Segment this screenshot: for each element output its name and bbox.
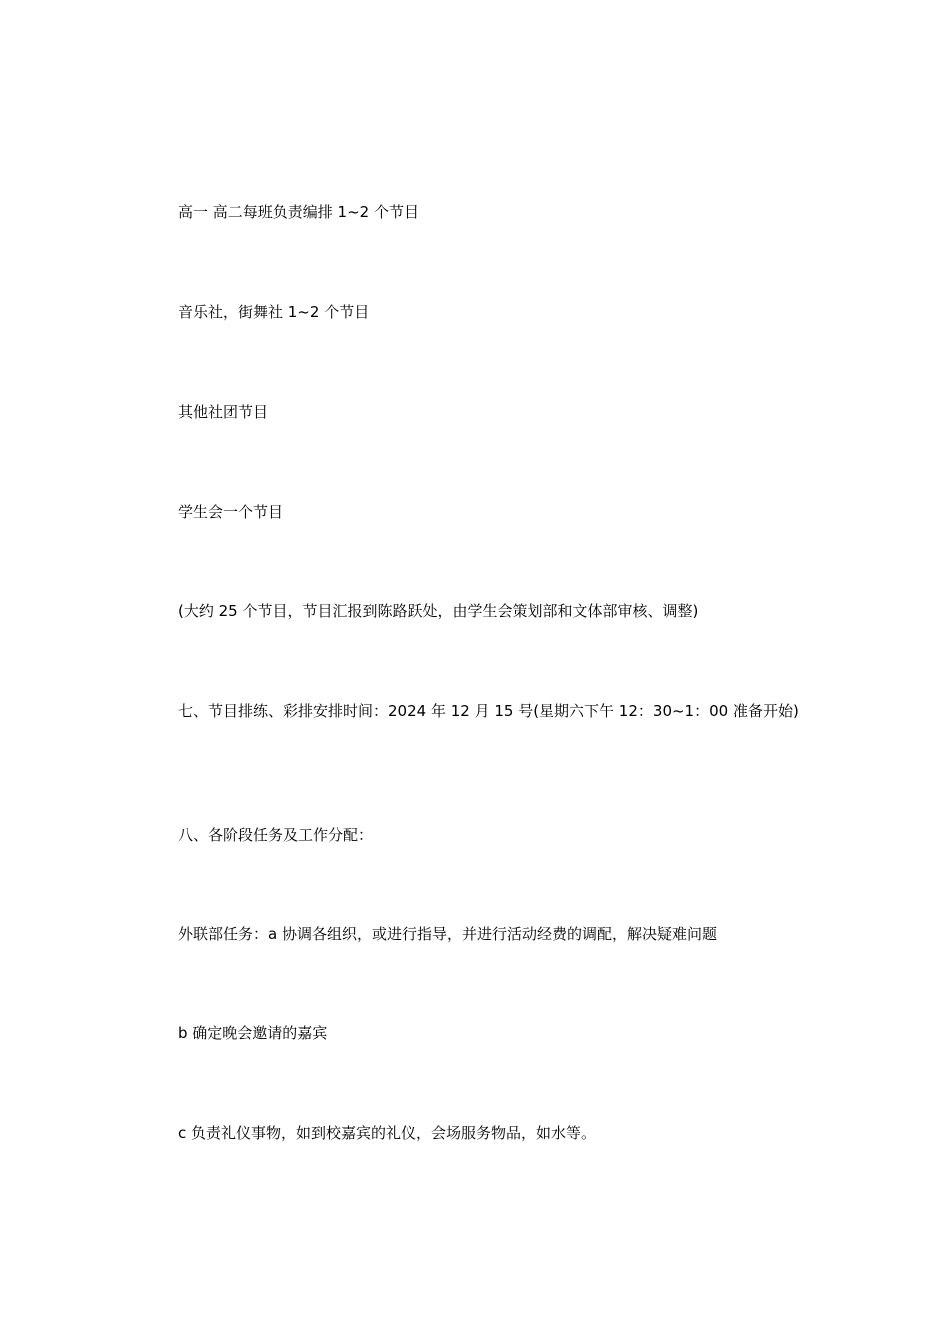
- paragraph-program-count-note: (大约 25 个节目，节目汇报到陈路跃处，由学生会策划部和文体部审核、调整): [178, 602, 699, 620]
- paragraph-section-eight-heading: 八、各阶段任务及工作分配：: [178, 826, 374, 844]
- paragraph-club-programs: 音乐社，街舞社 1~2 个节目: [178, 303, 370, 321]
- paragraph-liaison-task-b: b 确定晚会邀请的嘉宾: [178, 1024, 328, 1042]
- paragraph-liaison-task-c: c 负责礼仪事物，如到校嘉宾的礼仪，会场服务物品，如水等。: [178, 1124, 597, 1142]
- paragraph-other-clubs: 其他社团节目: [178, 403, 269, 421]
- paragraph-class-programs: 高一 高二每班负责编排 1~2 个节目: [178, 203, 419, 221]
- paragraph-section-seven-rehearsal: 七、节目排练、彩排安排时间：2024 年 12 月 15 号(星期六下午 12：30~1：00 准备开始): [178, 702, 799, 720]
- paragraph-liaison-task-a: 外联部任务：a 协调各组织，或进行指导，并进行活动经费的调配，解决疑难问题: [178, 925, 717, 943]
- paragraph-student-union: 学生会一个节目: [178, 503, 284, 521]
